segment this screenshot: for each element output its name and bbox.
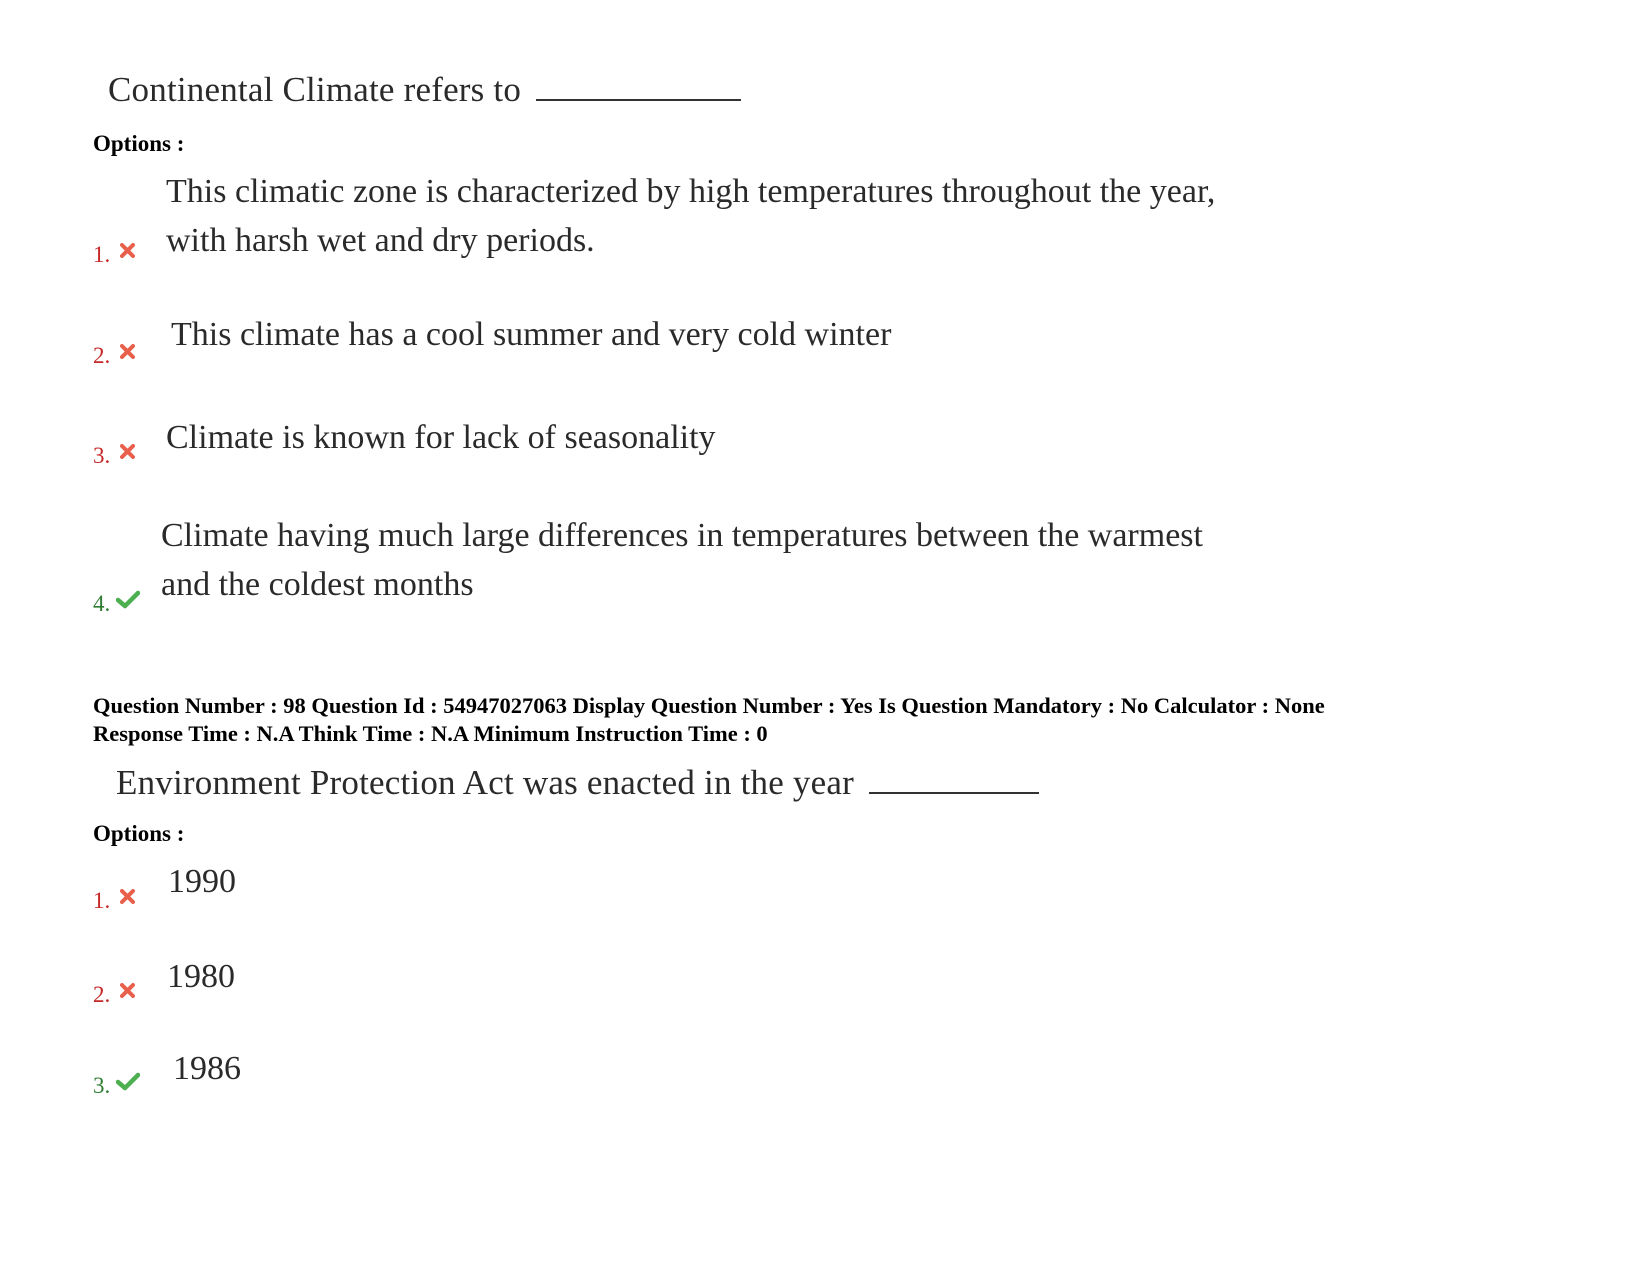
cross-icon	[120, 983, 135, 998]
cross-icon	[120, 444, 135, 459]
cross-icon	[120, 243, 135, 258]
answer-blank	[869, 766, 1039, 794]
options-label: Options :	[93, 821, 185, 846]
options-label: Options :	[93, 131, 185, 156]
cross-icon	[120, 344, 135, 359]
option-text: 1990	[168, 863, 236, 900]
cross-icon	[120, 889, 135, 904]
metadata-line: Response Time : N.A Think Time : N.A Minimum Instruction Time : 0	[93, 721, 768, 746]
question-text-content: Environment Protection Act was enacted in the year	[116, 763, 854, 802]
option-text-line: Climate is known for lack of seasonality	[166, 419, 716, 456]
option-text-line: with harsh wet and dry periods.	[166, 222, 595, 259]
check-icon	[116, 1072, 140, 1091]
metadata-line: Question Number : 98 Question Id : 54947027063 Display Question Number : Yes Is Question Mandatory : No Calculator : None	[93, 693, 1325, 718]
check-icon	[116, 590, 140, 609]
option-text-line: and the coldest months	[161, 566, 474, 603]
option-number: 1.	[93, 888, 111, 913]
option-number: 2.	[93, 343, 111, 368]
option-text-line: This climatic zone is characterized by high temperatures throughout the year,	[166, 173, 1216, 210]
option-number: 3.	[93, 443, 111, 468]
option-text-line: Climate having much large differences in temperatures between the warmest	[161, 517, 1203, 554]
question-metadata	[93, 692, 1325, 748]
option-text-line: This climate has a cool summer and very cold winter	[171, 316, 892, 353]
option-text	[166, 167, 1215, 265]
option-text: 1986	[173, 1050, 241, 1087]
question-text	[108, 70, 741, 110]
option-text: 1980	[167, 958, 235, 995]
answer-blank	[536, 73, 741, 101]
option-number: 1.	[93, 242, 111, 267]
option-number: 3.	[93, 1073, 111, 1098]
option-number: 2.	[93, 982, 111, 1007]
option-text	[171, 310, 891, 359]
question-text-content: Continental Climate refers to	[108, 70, 522, 109]
option-text	[161, 511, 1203, 609]
option-number: 4.	[93, 591, 111, 616]
option-text	[166, 413, 716, 462]
question-text	[116, 763, 1039, 803]
